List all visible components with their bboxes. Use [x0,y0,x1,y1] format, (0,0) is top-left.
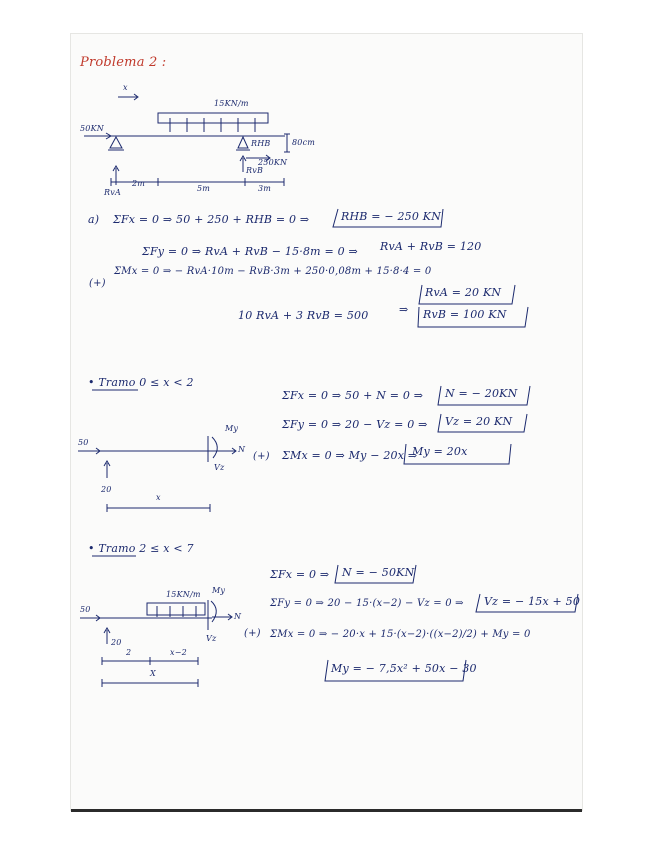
tramo2-title: • Tramo 2 ≤ x < 7 [88,542,194,555]
result-rhb: RHB = − 250 KN [341,210,442,223]
tramo1-20-label: 20 [101,485,112,494]
tramo1-moment [212,437,217,458]
implies-arrow: ⇒ [399,303,409,316]
tramo2-result-vz: Vz = − 15x + 50 [484,595,581,608]
tramo2-load-label: 15KN/m [166,590,201,599]
support-a [110,137,122,148]
x-label: x [123,83,128,92]
rhb-label: RHB [251,139,271,148]
moment-sign-1: (+) [89,278,106,289]
force-250-label: 250KN [258,158,288,167]
tramo2-x2-label: x−2 [170,648,187,657]
tramo1-result-vz: Vz = 20 KN [445,415,513,428]
span-2-label: 2m [132,179,146,188]
eq-sum-fx: ΣFx = 0 ⇒ 50 + 250 + RHB = 0 ⇒ [113,213,310,226]
span-3-label: 3m [258,184,272,193]
eq-sum-fy-result: RvA + RvB = 120 [380,240,482,253]
result-rva: RvA = 20 KN [425,286,502,299]
tramo1-eq-fx: ΣFx = 0 ⇒ 50 + N = 0 ⇒ [282,389,424,402]
tramo2-moment [211,601,216,622]
eq-combined: 10 RvA + 3 RvB = 500 [238,309,369,322]
page-title: Problema 2 : [80,55,167,70]
dist-load-label: 15KN/m [214,99,249,108]
distributed-load-box [158,113,268,123]
tramo1-50-label: 50 [78,438,89,447]
tramo2-vz-label: Vz [206,634,217,643]
tramo1-eq-m: ΣMx = 0 ⇒ My − 20x ⇒ [282,449,418,462]
height-label: 80cm [292,138,316,147]
rva-label: RvA [104,188,121,197]
support-b [238,137,248,148]
tramo2-n-label: N [234,612,242,621]
tramo1-vz-label: Vz [214,463,225,472]
tramo1-x-label: x [156,493,161,502]
tramo2-eq-m: ΣMx = 0 ⇒ − 20·x + 15·(x−2)·((x−2)/2) + My = 0 [270,629,531,640]
tramo2-2-label: 2 [126,648,132,657]
tramo2-20-label: 20 [111,638,122,647]
moment-sign-3: (+) [244,628,261,639]
tramo2-result-my: My = − 7,5x² + 50x − 30 [331,662,477,675]
rvb-label: RvB [246,166,264,175]
tramo1-result-n: N = − 20KN [445,387,518,400]
eq-sum-fy: ΣFy = 0 ⇒ RvA + RvB − 15·8m = 0 ⇒ [142,245,358,258]
tramo2-eq-fy: ΣFy = 0 ⇒ 20 − 15·(x−2) − Vz = 0 ⇒ [270,598,464,609]
tramo1-eq-fy: ΣFy = 0 ⇒ 20 − Vz = 0 ⇒ [282,418,428,431]
result-rvb: RvB = 100 KN [423,308,507,321]
moment-sign-2: (+) [253,451,270,462]
tramo1-title: • Tramo 0 ≤ x < 2 [88,376,194,389]
tramo1-result-my: My = 20x [412,445,468,458]
tramo2-x-label: X [150,669,156,678]
tramo2-eq-fx: ΣFx = 0 ⇒ [270,568,330,581]
tramo1-n-label: N [238,445,246,454]
part-a-label: a) [88,213,100,226]
tramo2-my-label: My [212,586,226,595]
span-5-label: 5m [197,184,211,193]
tramo2-50-label: 50 [80,605,91,614]
eq-sum-m: ΣMx = 0 ⇒ − RvA·10m − RvB·3m + 250·0,08m + 15·8·4 = 0 [114,266,432,277]
tramo2-result-n: N = − 50KN [342,566,415,579]
load-50-label: 50KN [80,124,104,133]
tramo1-my-label: My [225,424,239,433]
